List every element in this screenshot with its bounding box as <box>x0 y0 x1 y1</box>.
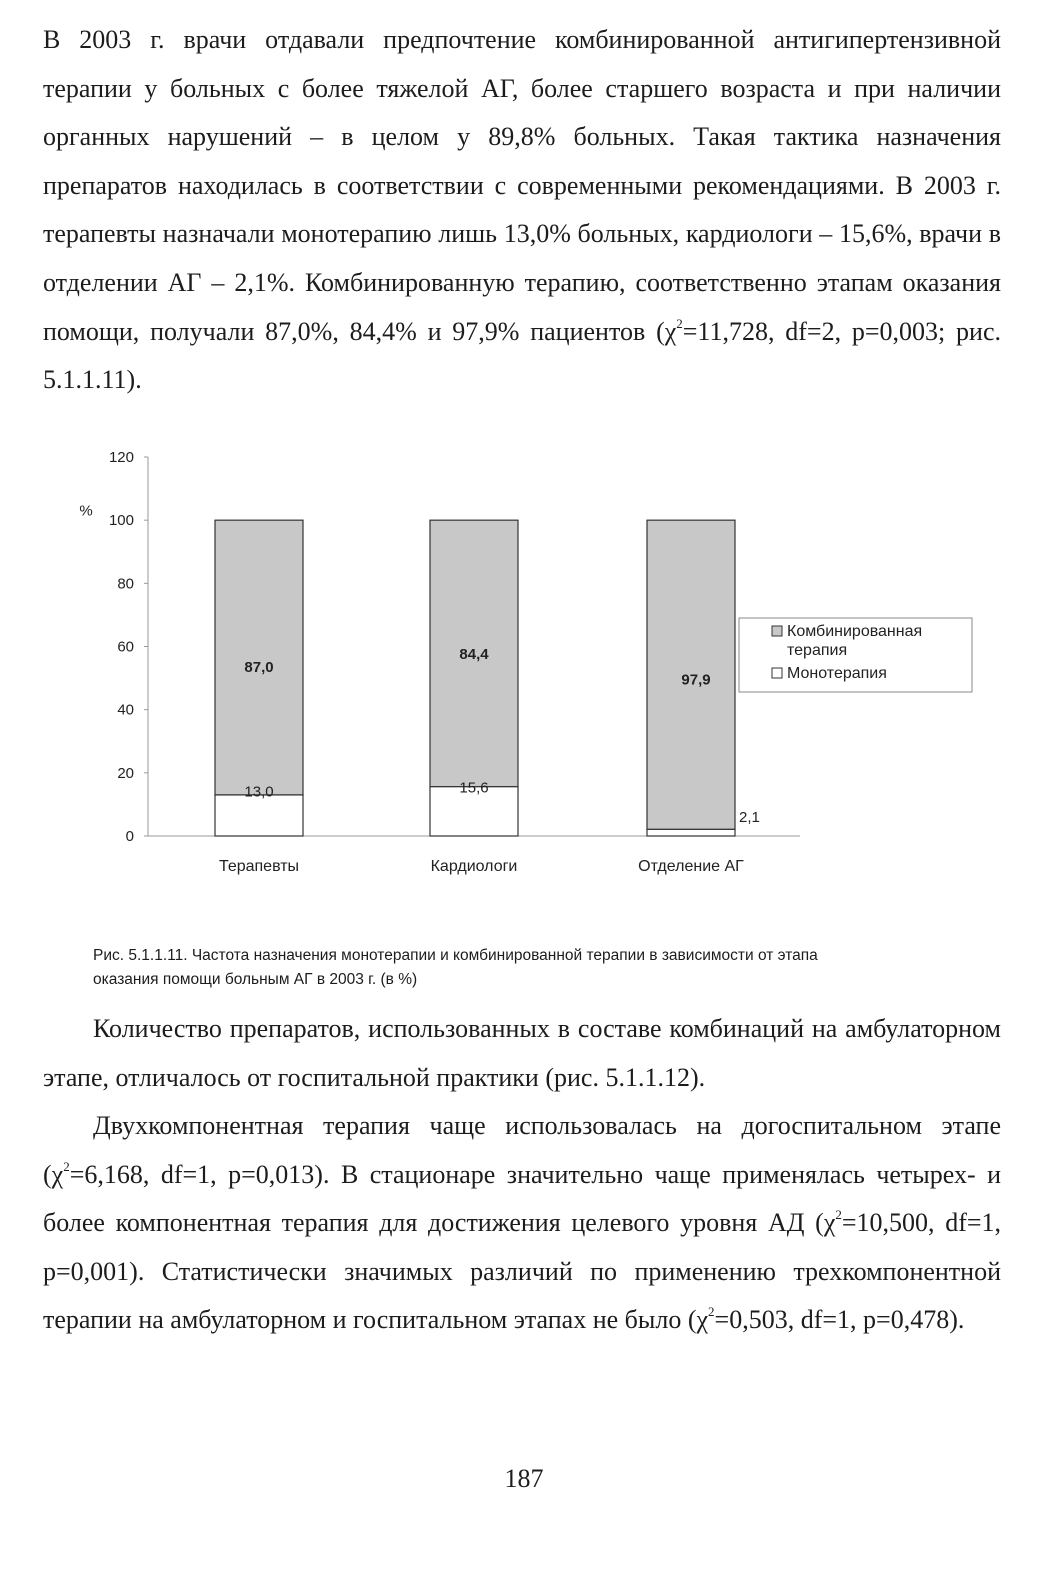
data-label-mono: 2,1 <box>739 808 760 826</box>
data-label-combined: 87,0 <box>244 658 274 676</box>
y-tick-label: 20 <box>117 764 134 782</box>
chart-bars <box>215 520 760 836</box>
data-label-mono: 13,0 <box>244 783 274 801</box>
legend-swatch-mono <box>772 668 782 678</box>
y-axis-label: % <box>79 502 93 520</box>
figure-caption: Рис. 5.1.1.11. Частота назначения монотерапии и комбинированной терапии в зависимости от этапа оказания помощи больным АГ в 2003 г. (в %) <box>93 947 818 988</box>
x-tick-label: Терапевты <box>218 858 300 875</box>
stat-result-3: ($\chi^2=10,500$, df=1, p=0,001). <box>43 1207 1002 1286</box>
legend-label-mono: Монотерапия <box>787 665 887 682</box>
stat-result-4: ($\chi^2=0,503$, df=1, p=0,478). <box>687 1304 965 1335</box>
bar-mono <box>215 795 303 836</box>
legend-label-combined: Комбинированная терапия <box>787 623 923 659</box>
x-tick-label: Кардиологи <box>430 858 518 875</box>
page-number: 187 <box>504 1464 544 1493</box>
data-label-mono: 15,6 <box>459 779 489 797</box>
x-tick-label: Отделение АГ <box>638 858 744 875</box>
y-tick-label: 40 <box>117 701 134 719</box>
paragraph-3: Двухкомпонентная терапия чаще использовалась на догоспитальном этапе ($\chi^2=6,168$, df=1, p=0,013). В стационаре значительно чаще применялась четырех- и более компонентная терапия для достижения целевого уровня АД ($\chi^2=10,500$, df=1, p=0,001). Статистически значимых различий по применению трехкомпонентной терапии на амбулаторном и госпитальном этапах не было ($\chi^2=0,503$, df=1, p=0,478). <box>43 1111 1002 1335</box>
y-tick-label: 60 <box>117 638 134 656</box>
x-axis-labels <box>219 858 744 875</box>
data-label-combined: 97,9 <box>681 671 711 689</box>
paragraph-1-text: В 2003 г. врачи отдавали предпочтение комбинированной антигипертензивной терапии у больных с более тяжелой АГ, более старшего возраста и при наличии органных нарушений – в целом у 89,8% больных. Такая тактика назначения препаратов находилась в соответствии с современными рекомендациями. В 2003 г. терапевты назначали монотерапию лишь 13,0% больных, кардиологи – 15,6%, врачи в отделении АГ – 2,1%. Комбинированную терапию, соответственно этапам оказания помощи, получали 87,0%, 84,4% и 97,9% пациентов <box>43 25 1001 346</box>
chart-legend <box>739 618 972 692</box>
bar-chart <box>0 430 1048 900</box>
y-tick-label: 100 <box>108 512 134 530</box>
data-label-combined: 84,4 <box>459 646 489 664</box>
y-tick-label: 120 <box>108 449 134 466</box>
paragraph-1 <box>43 16 1001 405</box>
bar-combined <box>215 520 303 795</box>
legend-swatch-combined <box>772 626 782 636</box>
stat-result-2: ($\chi^2=6,168$, df=1, p=0,013). <box>43 1158 330 1189</box>
paragraph-2: Количество препаратов, использованных в составе комбинаций на амбулаторном этапе, отличалось от госпитальной практики (рис. 5.1.1.12). <box>43 1014 1001 1092</box>
y-tick-label: 80 <box>117 575 134 593</box>
bar-mono <box>647 829 735 836</box>
stat-result-1: ($\chi^2=11,728$, df=2, p=0,003; рис. 5.1.1.11). <box>43 315 1001 395</box>
y-tick-label: 0 <box>125 828 134 845</box>
